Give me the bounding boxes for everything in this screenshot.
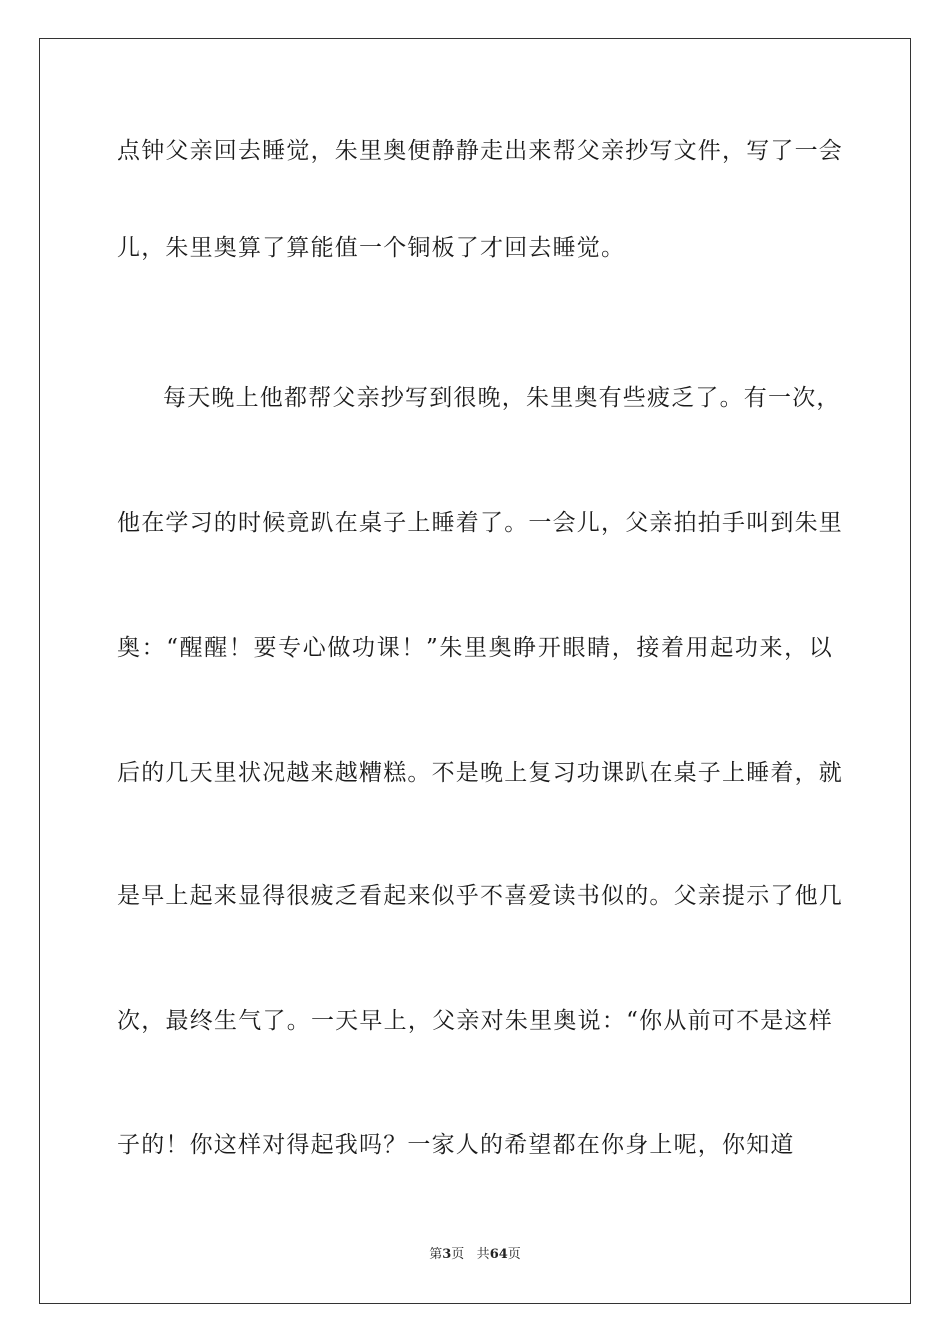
text-line-2: 儿，朱里奥算了算能值一个铜板了才回去睡觉。 xyxy=(117,235,626,261)
footer-prefix: 第 xyxy=(429,1247,443,1262)
text-line-7: 是早上起来显得很疲乏看起来似乎不喜爱读书似的。父亲提示了他几 xyxy=(117,883,843,909)
footer-total-prefix: 共 xyxy=(476,1247,490,1262)
text-line-6: 后的几天里状况越来越糟糕。不是晚上复习功课趴在桌子上睡着，就 xyxy=(117,760,843,786)
text-line-8: 次，最终生气了。一天早上，父亲对朱里奥说：“你从前可不是这样 xyxy=(117,1008,833,1034)
text-line-1: 点钟父亲回去睡觉，朱里奥便静静走出来帮父亲抄写文件，写了一会 xyxy=(117,138,843,164)
total-pages-number: 64 xyxy=(489,1247,508,1262)
text-line-3: 每天晚上他都帮父亲抄写到很晚，朱里奥有些疲乏了。有一次， xyxy=(163,385,841,411)
page-footer xyxy=(0,1246,950,1264)
page-border xyxy=(39,38,911,1304)
footer-total-suffix: 页 xyxy=(507,1247,521,1262)
text-line-4: 他在学习的时候竟趴在桌子上睡着了。一会儿，父亲拍拍手叫到朱里 xyxy=(117,510,843,536)
current-page-number: 3 xyxy=(442,1247,452,1262)
text-line-9: 子的！你这样对得起我吗？一家人的希望都在你身上呢，你知道 xyxy=(117,1132,795,1158)
text-line-5: 奥：“醒醒！要专心做功课！”朱里奥睁开眼睛，接着用起功来，以 xyxy=(117,635,833,661)
footer-page-suffix: 页 xyxy=(451,1247,465,1262)
